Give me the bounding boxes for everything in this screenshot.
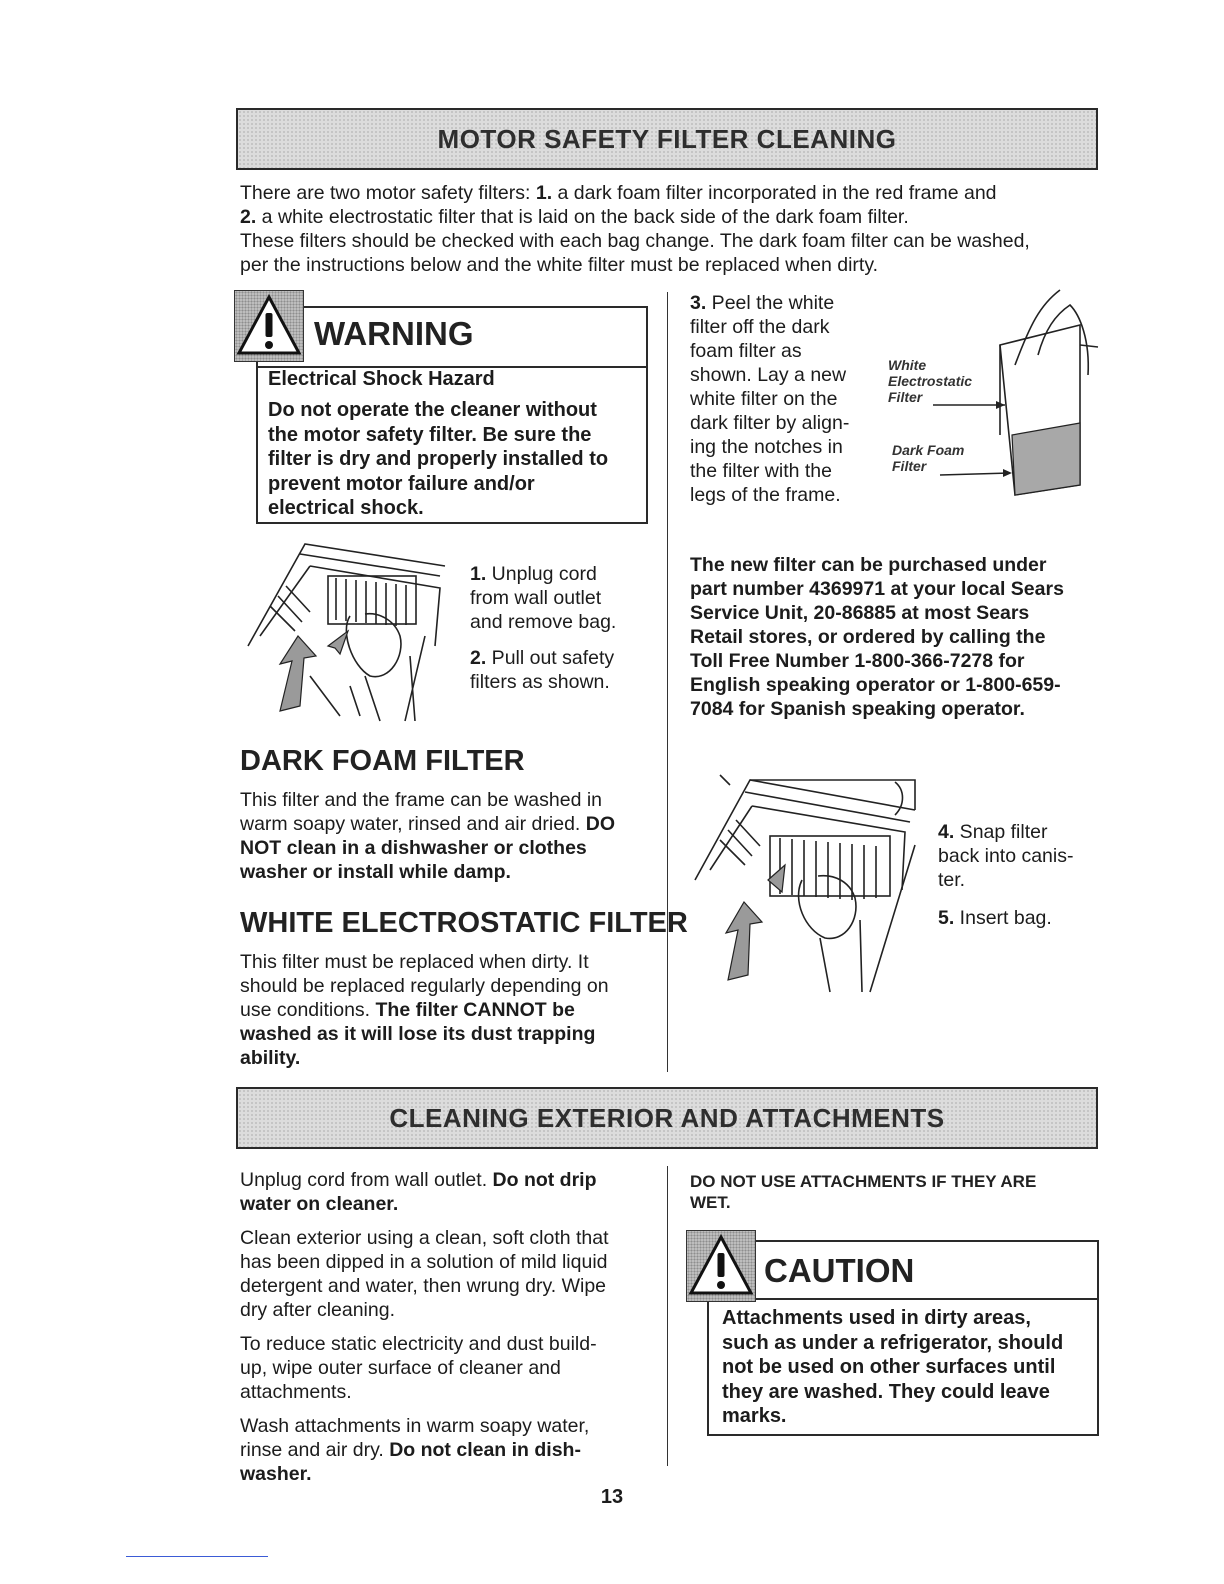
pull-filters-illustration: [240, 536, 455, 726]
dark-foam-text: This filter and the frame can be washed in warm soapy water, rinsed and air dried. DO NOT clean in a dishwasher or clothes washer or install while damp.: [240, 789, 615, 883]
column-divider-top: [667, 292, 668, 1072]
white-filter-label: White Electrostatic Filter: [888, 357, 973, 405]
warning-triangle-icon: [234, 290, 304, 362]
steps-left: 1. Unplug cord from wall outlet and remove bag. 2. Pull out safety filters as shown.: [470, 563, 617, 693]
step-3: 3. Peel the white filter off the dark foam filter as shown. Lay a new white filter on the dark filter by align- ing the notches in the filter with the legs of the frame.: [690, 292, 850, 506]
exterior-title: CLEANING EXTERIOR AND ATTACHMENTS: [389, 1102, 945, 1133]
purchase-info: The new filter can be purchased under part number 4369971 at your local Sears Service Unit, 20-86885 at most Sears Retail stores, or ordered by calling the Toll Free Number 1-800-366-7278 for English speaking operator or 1-800-659- 7084 for Spanish speaking operator.: [690, 554, 1064, 720]
motor-intro: There are two motor safety filters: 1. a dark foam filter incorporated in the red frame and 2. a white electrostatic filter that is laid on the back side of the dark foam filter. These filters should be checked with each bag change. The dark foam filter can be washed, per the instructions below and the white filter must be replaced when dirty.: [240, 182, 1030, 276]
exterior-text: Unplug cord from wall outlet. Do not drip water on cleaner. Clean exterior using a clean, soft cloth that has been dipped in a solution of mild liquid detergent and water, then wrung dry. Wipe dry after cleaning. To reduce static electricity and dust build- up, wipe outer surface of cleaner and attachments. Wash attachments in warm soapy water, rinse and air dry. Do not clean in dish- washer.: [240, 1169, 609, 1485]
snap-filter-illustration: [690, 770, 920, 1000]
motor-filter-banner: [236, 108, 1098, 170]
steps-right: 4. Snap filter back into canis- ter. 5. Insert bag.: [938, 821, 1074, 929]
caution-body: Attachments used in dirty areas, such as under a refrigerator, should not be used on other surfaces until they are washed. They could leave marks.: [722, 1307, 1064, 1427]
warning-title: WARNING: [314, 315, 474, 352]
warning-body: Do not operate the cleaner without the motor safety filter. Be sure the filter is dry and properly installed to prevent motor failure and/or electrical shock.: [268, 399, 609, 519]
peel-filter-illustration: [930, 285, 1100, 500]
dark-foam-label: Dark Foam Filter: [892, 442, 965, 474]
column-divider-bottom: [667, 1166, 668, 1466]
footer-rule: [126, 1556, 268, 1557]
warning-subtitle: Electrical Shock Hazard: [268, 368, 495, 390]
white-filter-text: This filter must be replaced when dirty. It should be replaced regularly depending on use conditions. The filter CANNOT be washed as it will lose its dust trapping ability.: [240, 951, 609, 1069]
exterior-banner: [236, 1087, 1098, 1149]
caution-triangle-icon: [686, 1230, 756, 1302]
white-filter-heading: WHITE ELECTROSTATIC FILTER: [240, 907, 688, 939]
dark-foam-heading: DARK FOAM FILTER: [240, 745, 525, 777]
caution-title: CAUTION: [764, 1252, 915, 1289]
page-number: 13: [600, 1486, 624, 1508]
attachments-note: DO NOT USE ATTACHMENTS IF THEY ARE WET.: [690, 1172, 1037, 1212]
motor-filter-title: MOTOR SAFETY FILTER CLEANING: [437, 123, 897, 154]
